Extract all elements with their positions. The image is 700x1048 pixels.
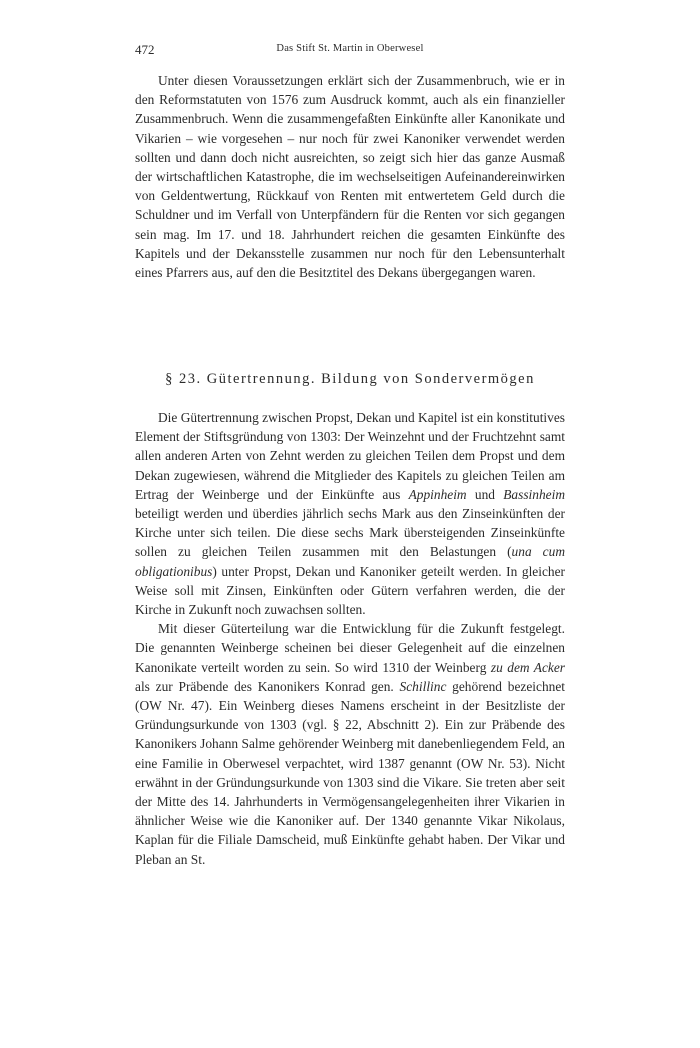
text-run: Die Gütertrennung zwischen Propst, Dekan und Kapitel ist ein konstitutives Element der Stiftsgründung von 1303: Der Weinzehnt und der Fruchtzehnt samt allen anderen Arten von Zehnt werden zu gleichen Teilen dem Propst und dem Dekan zugewiesen, während die Mitglieder des Kapitels zu gleichen Teilen am Ertrag der Weinberge und der Einkünfte aus xyxy=(135,410,565,502)
text-run: beteiligt werden und überdies jährlich sechs Mark aus den Zinseinkünften der Kirche unter sich teilen. Die diese sechs Mark übersteigenden Zinseinkünfte sollen zu gleichen Teilen zusammen mit den Belastungen ( xyxy=(135,506,565,560)
text-run: ) unter Propst, Dekan und Kanoniker geteilt werden. In gleicher Weise soll mit Zinsen, Einkünften oder Gütern verfahren werden, die der Kirche in Zukunft noch zuwachsen sollten. xyxy=(135,563,565,618)
text-run: gehörend bezeichnet (OW Nr. 47). Ein Weinberg dieses Namens erscheint in der Besitzliste der Gründungsurkunde von 1303 (vgl. § 22, Abschnitt 2). Ein zur Präbende des Kanonikers Johann Salme gehörender Weinberg mit danebenliegendem Feld, an eine Familie in Oberwesel verpachtet, wird 1387 genannt (OW Nr. 53). Nicht erwähnt in der Gründungsurkunde von 1303 sind die Vikare. Sie treten aber seit der Mitte des 14. Jahrhunderts in Vermögensangelegenheiten ihrer Vikarien in ähnlicher Weise wie die Kanoniker auf. Der 1340 genannte Vikar Nikolaus, Kaplan für die Filiale Damscheid, muß Einkünfte gehabt haben. Der Vikar und Pleban an St. xyxy=(135,678,565,867)
intro-paragraph: Unter diesen Voraussetzungen erklärt sich der Zusammenbruch, wie er in den Reformstatuten von 1576 zum Ausdruck kommt, auch als ein finanzieller Zusammenbruch. Wenn die zusammengefaßten Einkünfte aller Kanonikate und Vikarien – wie vorgesehen – nur noch für zwei Kanoniker verwendet werden sollten und dann doch nicht ausreichten, so zeigt sich hier das ganze Ausmaß der wirtschaftlichen Katastrophe, die im wechselseitigen Aufeinandereinwirken von Geldentwertung, Rückkauf von Renten mit entwertetem Geld durch die Schuldner und im Verfall von Unterpfändern für die Renten vor sich gegangen sein mag. Im 17. und 18. Jahrhundert reichen die gesamten Einkünfte des Kapitels und der Dekansstelle zusammen nur noch für den Lebensunterhalt eines Pfarrers aus, auf den die Besitztitel des Dekans übergegangen waren. xyxy=(135,73,565,281)
section-paragraph-2 xyxy=(135,619,565,869)
text-run: und xyxy=(466,486,504,502)
section-paragraph-1 xyxy=(135,408,565,619)
intro-paragraph-block xyxy=(135,71,565,282)
page-number: 472 xyxy=(135,42,155,57)
text-run: als zur Präbende des Kanonikers Konrad gen. xyxy=(135,678,400,694)
page-header xyxy=(135,42,565,62)
italic-place-name: Bassinheim xyxy=(503,486,565,502)
running-title: Das Stift St. Martin in Oberwesel xyxy=(276,43,424,54)
text-run: Mit dieser Güterteilung war die Entwicklung für die Zukunft festgelegt. Die genannten Weinberge scheinen bei dieser Gelegenheit auf die einzelnen Kanonikate verteilt worden zu sein. So wird 1310 der Weinberg xyxy=(135,621,565,675)
italic-vineyard-name: zu dem Acker xyxy=(490,659,566,675)
italic-place-name: Appinheim xyxy=(408,486,467,502)
section-heading: § 23. Gütertrennung. Bildung von Sondervermögen xyxy=(165,371,535,387)
italic-latin-phrase: una cum obligationibus xyxy=(135,544,565,579)
italic-surname: Schillinc xyxy=(399,678,447,694)
section-body xyxy=(135,408,565,869)
